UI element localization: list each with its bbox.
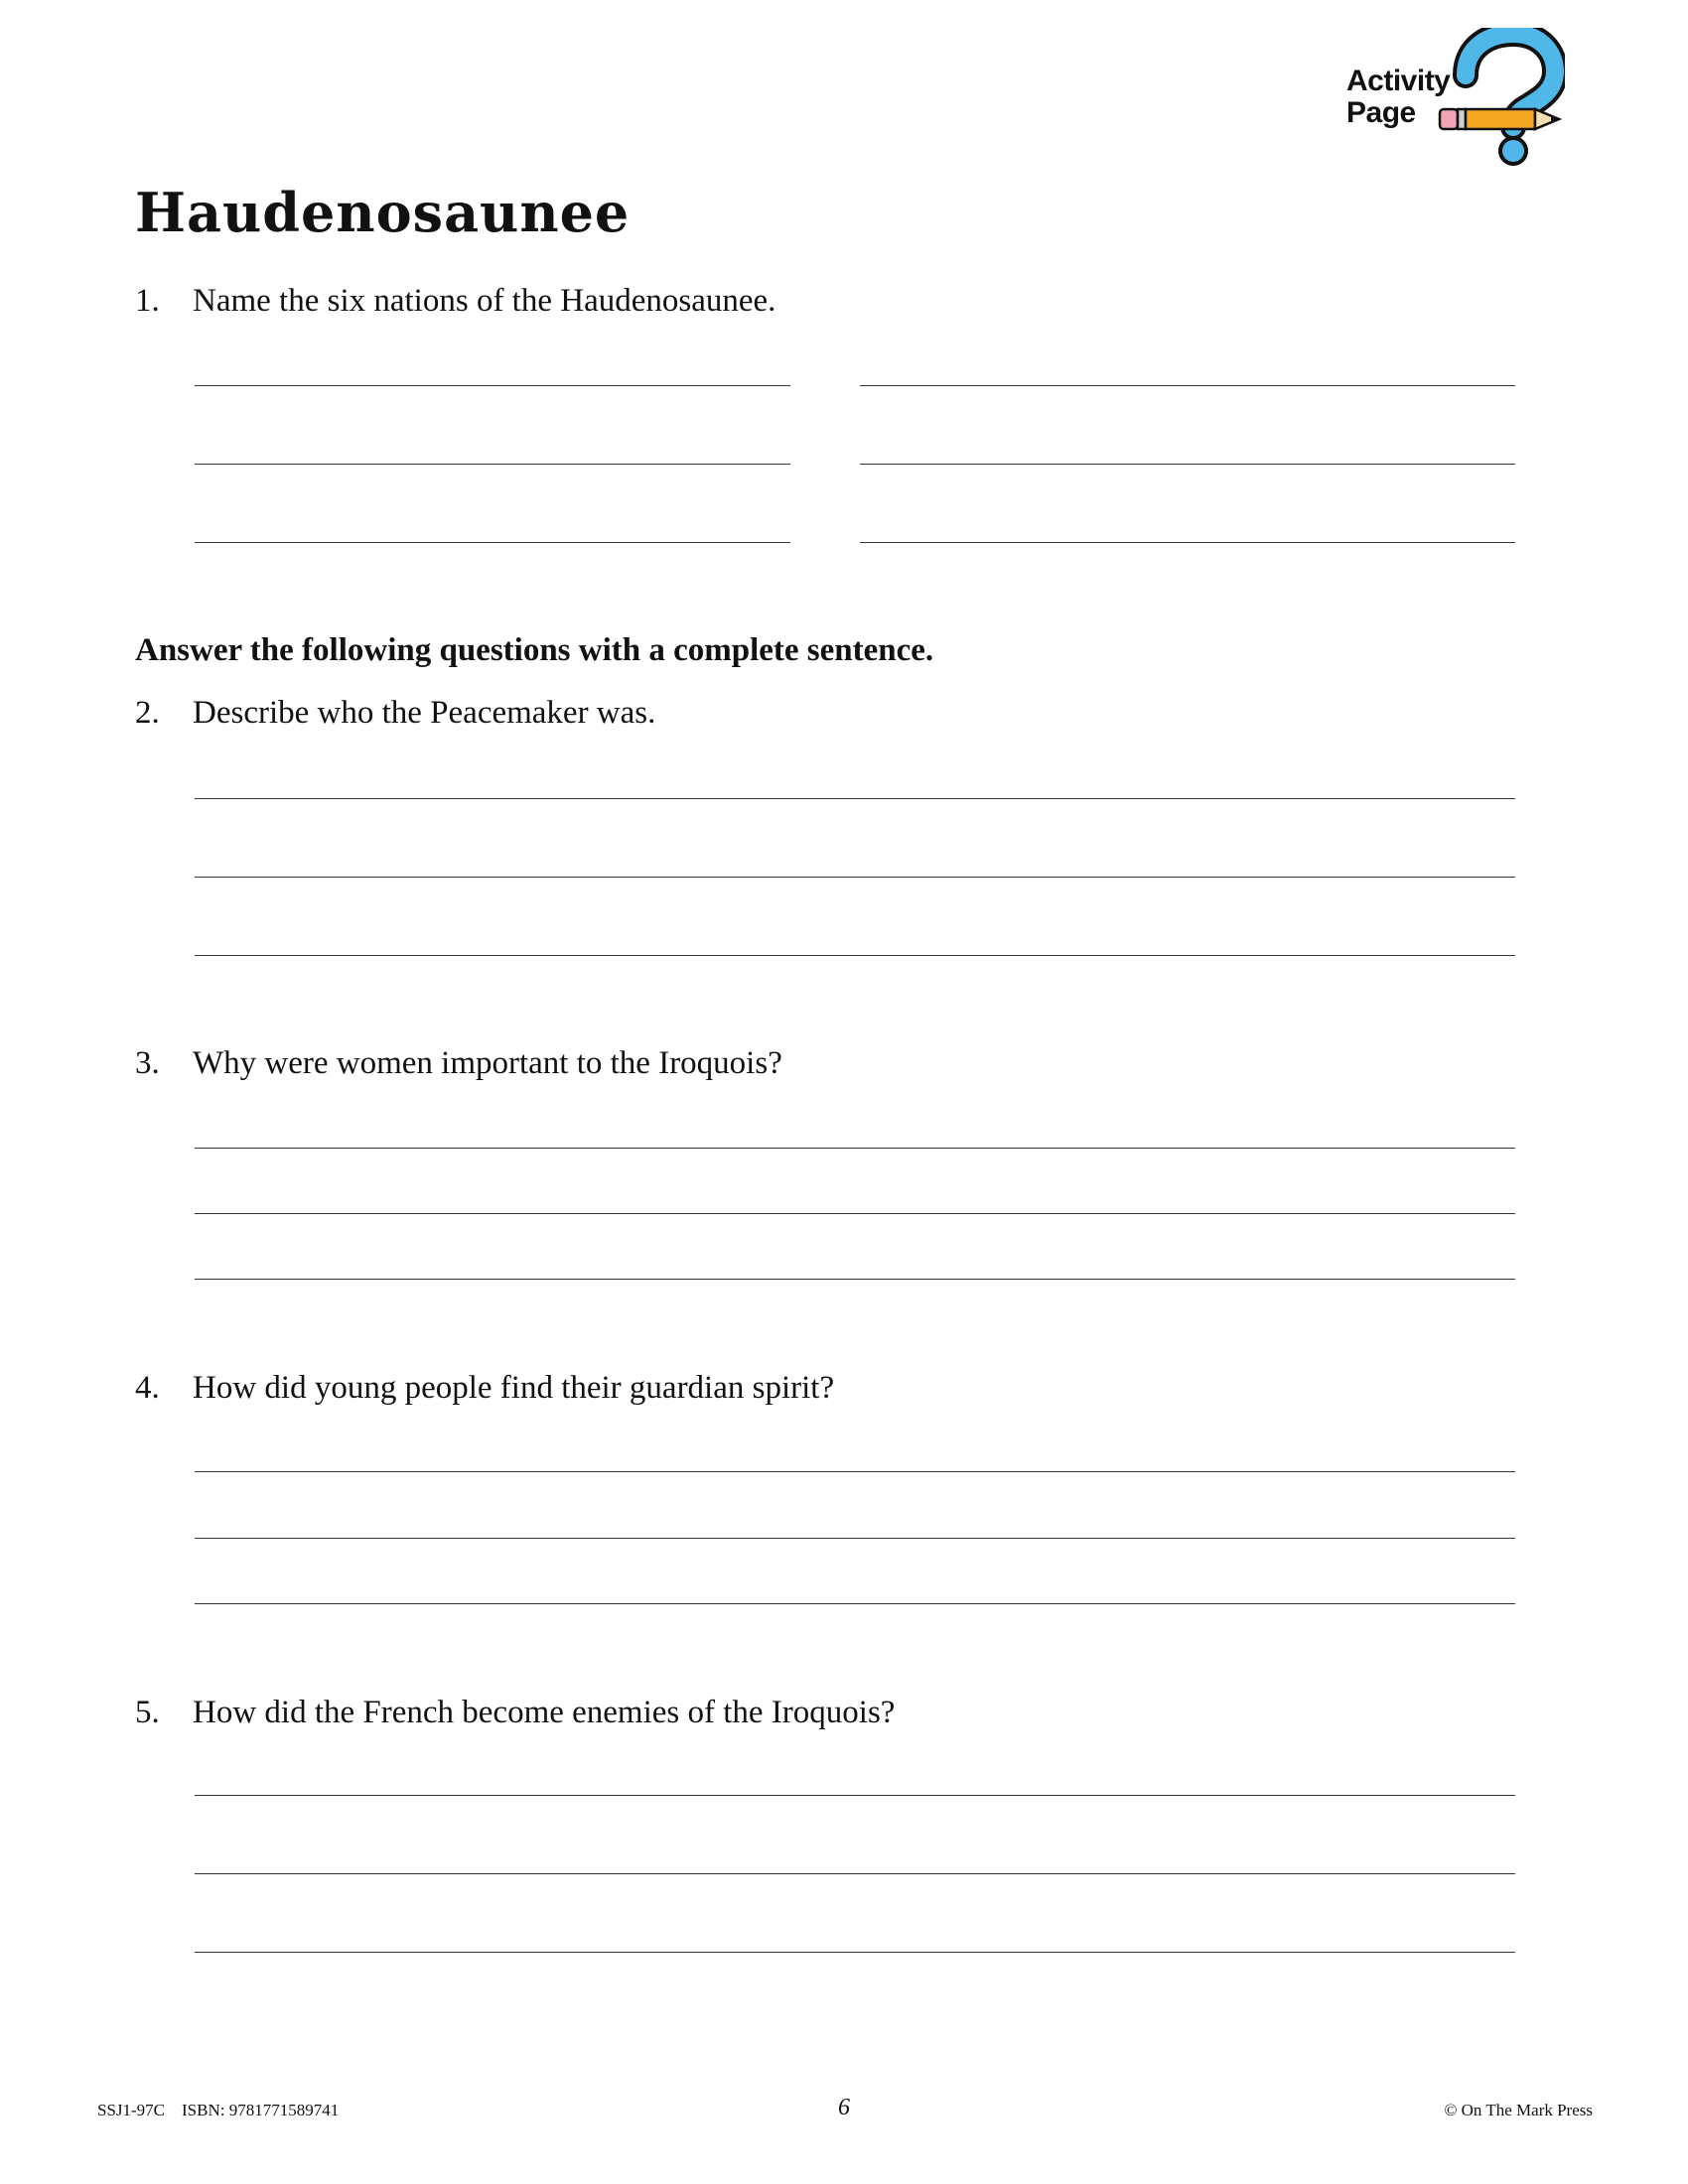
answer-line[interactable] xyxy=(860,385,1515,386)
question-number: 2. xyxy=(135,695,160,731)
badge-label xyxy=(1346,66,1450,129)
question-text: Describe who the Peacemaker was. xyxy=(193,695,656,731)
question-text: Name the six nations of the Haudenosaunee. xyxy=(193,283,776,319)
question-3 xyxy=(135,1045,782,1082)
answer-line[interactable] xyxy=(195,1148,1515,1149)
answer-line[interactable] xyxy=(195,1471,1515,1472)
answer-line[interactable] xyxy=(195,1603,1515,1604)
page-number: 6 xyxy=(838,2095,850,2120)
answer-line[interactable] xyxy=(195,955,1515,956)
answer-line[interactable] xyxy=(860,542,1515,543)
question-number: 4. xyxy=(135,1370,160,1406)
answer-line[interactable] xyxy=(860,464,1515,465)
answer-line[interactable] xyxy=(195,1213,1515,1214)
question-text: How did the French become enemies of the Iroquois? xyxy=(193,1695,896,1730)
answer-line[interactable] xyxy=(195,542,790,543)
answer-line[interactable] xyxy=(195,464,790,465)
activity-page-badge xyxy=(1336,28,1575,167)
answer-line[interactable] xyxy=(195,1795,1515,1796)
answer-line[interactable] xyxy=(195,1538,1515,1539)
question-5 xyxy=(135,1695,895,1731)
answer-line[interactable] xyxy=(195,1279,1515,1280)
answer-line[interactable] xyxy=(195,1952,1515,1953)
footer-code: SSJ1-97C ISBN: 9781771589741 xyxy=(97,2101,340,2119)
answer-line[interactable] xyxy=(195,385,790,386)
question-number: 1. xyxy=(135,283,160,319)
badge-line-activity: Activity xyxy=(1346,65,1451,97)
page-title: Haudenosaunee xyxy=(135,181,631,244)
question-4 xyxy=(135,1370,834,1407)
answer-line[interactable] xyxy=(195,798,1515,799)
instructions: Answer the following questions with a complete sentence. xyxy=(135,632,934,668)
question-mark-pencil-icon xyxy=(1436,28,1565,167)
footer-copyright: © On The Mark Press xyxy=(1444,2101,1593,2119)
question-1 xyxy=(135,283,775,320)
question-number: 5. xyxy=(135,1695,160,1730)
question-number: 3. xyxy=(135,1045,160,1081)
answer-line[interactable] xyxy=(195,1873,1515,1874)
question-text: Why were women important to the Iroquois? xyxy=(193,1045,782,1081)
answer-line[interactable] xyxy=(195,877,1515,878)
badge-line-page: Page xyxy=(1346,96,1416,129)
question-text: How did young people find their guardian spirit? xyxy=(193,1370,835,1406)
question-2 xyxy=(135,695,655,732)
